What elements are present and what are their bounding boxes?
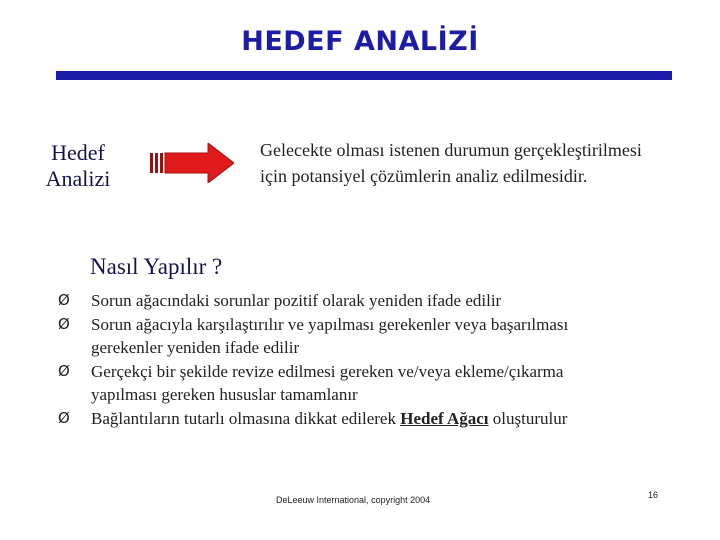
slide-title: HEDEF ANALİZİ	[241, 26, 479, 57]
list-item-text-start: Bağlantıların tutarlı olmasına dikkat edilerek	[91, 408, 401, 428]
list-item	[58, 360, 708, 407]
list-item-text: Sorun ağacındaki sorunlar pozitif olarak yeniden ifade edilir	[91, 291, 502, 310]
how-to-heading: Nasıl Yapılır ?	[90, 254, 223, 279]
bullet-arrow-icon: Ø	[58, 314, 70, 333]
left-label	[30, 140, 126, 192]
list-item	[58, 313, 708, 360]
left-label-line-1: Hedef	[51, 140, 105, 165]
bullet-arrow-icon: Ø	[58, 361, 70, 380]
footer-copyright: DeLeeuw International, copyright 2004	[276, 495, 431, 505]
page-number: 16	[648, 490, 659, 500]
list-item-text	[91, 407, 708, 431]
list-item	[58, 289, 708, 313]
list-item-text: Gerçekçi bir şekilde revize edilmesi gereken ve/veya ekleme/çıkarma	[91, 361, 564, 381]
list-item-text: yapılması gereken hususlar tamamlanır	[91, 385, 358, 404]
left-label-line-2: Analizi	[45, 166, 111, 191]
bullet-arrow-icon: Ø	[58, 408, 70, 427]
steps-list	[58, 289, 708, 430]
list-item-text: gerekenler yeniden ifade edilir	[91, 338, 300, 357]
bullet-arrow-icon: Ø	[58, 291, 70, 309]
definition-text	[260, 137, 700, 189]
goal-tree-term: Hedef Ağacı	[400, 408, 489, 428]
definition-line-2: için potansiyel çözümlerin analiz edilmesidir.	[260, 166, 588, 186]
list-item-text-end: oluşturulur	[488, 408, 568, 428]
definition-line-1: Gelecekte olması istenen durumun gerçekleştirilmesi	[260, 140, 642, 160]
list-item-text: Sorun ağacıyla karşılaştırılır ve yapılması gerekenler veya başarılması	[91, 314, 569, 334]
list-item	[58, 407, 708, 431]
right-arrow-icon	[150, 143, 234, 183]
title-underline	[56, 71, 672, 80]
